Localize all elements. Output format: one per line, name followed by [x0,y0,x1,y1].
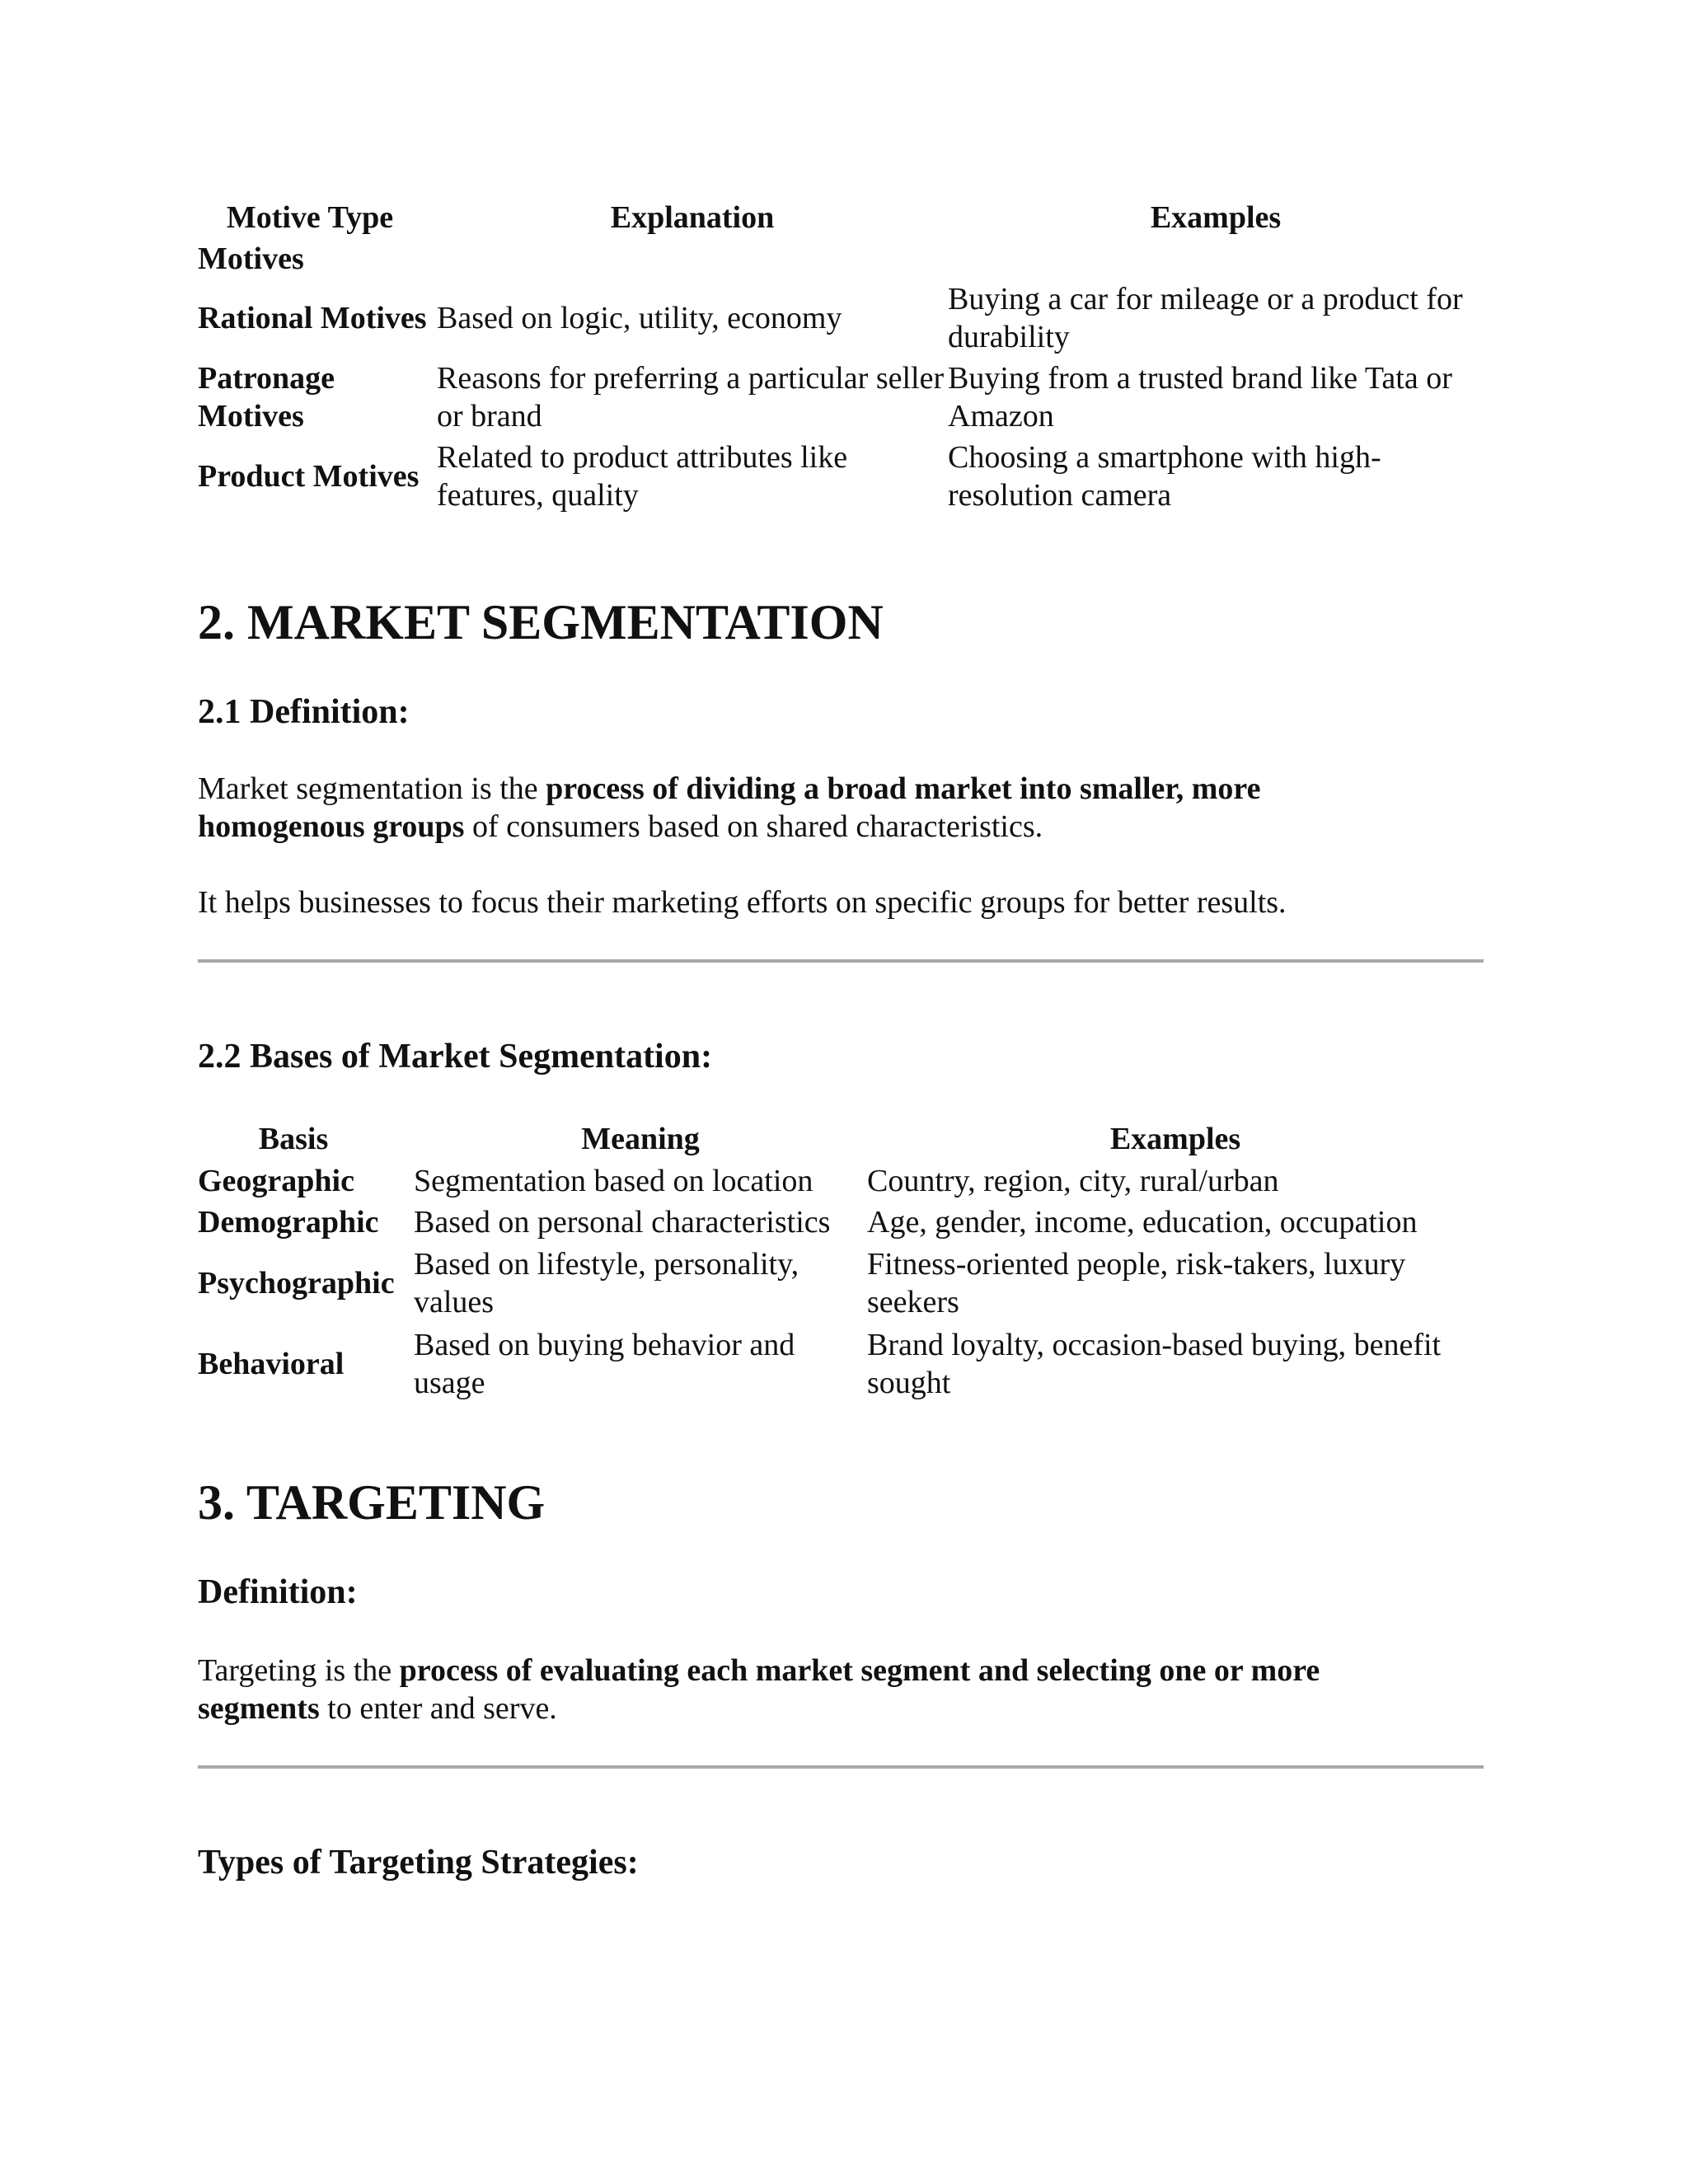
bases-table [198,1118,1484,1404]
header-examples: Examples [1150,200,1282,235]
examples-cell: Choosing a smartphone with high-resolution camera [948,440,1381,513]
meaning-cell: Based on personal characteristics [414,1205,831,1240]
table-row [198,437,1484,516]
section-2-title: 2. MARKET SEGMENTATION [198,595,884,649]
segmentation-purpose-paragraph: It helps businesses to focus their marketing efforts on specific groups for better results. [198,885,1287,920]
motives-section-row [198,239,1484,279]
bases-heading: 2.2 Bases of Market Segmentation: [198,1038,713,1076]
meaning-cell: Based on buying behavior and usage [414,1328,795,1400]
examples-cell: Buying from a trusted brand like Tata or Amazon [948,361,1452,434]
examples-cell: Fitness-oriented people, risk-takers, luxury seekers [867,1247,1406,1319]
para-text: of consumers based on shared characteristics. [464,809,1043,844]
motive-type-cell: Product Motives [198,459,420,494]
para-bold-text: process of dividing a broad market into smaller, more homogenous groups [198,771,1261,844]
basis-cell: Demographic [198,1205,379,1240]
motive-type-cell: Patronage Motives [198,361,335,434]
table-row [198,1324,1484,1404]
motives-table-header [198,196,1484,239]
examples-cell: Country, region, city, rural/urban [867,1164,1279,1198]
section-3-title: 3. TARGETING [198,1475,546,1530]
basis-cell: Behavioral [198,1347,345,1381]
header-motive-type: Motive Type [226,200,394,235]
targeting-definition-heading: Definition: [198,1573,358,1611]
motives-table [198,196,1484,516]
table-row [198,358,1484,437]
header-explanation: Explanation [610,200,775,235]
examples-cell: Brand loyalty, occasion-based buying, benefit sought [867,1328,1442,1400]
explanation-cell: Related to product attributes like features, quality [437,440,848,513]
para-text: to enter and serve. [319,1691,557,1726]
header-examples: Examples [1109,1122,1241,1156]
motive-type-cell: Rational Motives [198,301,427,335]
table-row [198,1202,1484,1243]
table-row [198,1160,1484,1202]
para-bold-text: process of evaluating each market segment and selecting one or more segments [198,1653,1320,1726]
targeting-strategies-heading: Types of Targeting Strategies: [198,1844,639,1882]
header-basis: Basis [258,1122,329,1156]
definition-heading: 2.1 Definition: [198,693,410,731]
examples-cell: Age, gender, income, education, occupation [867,1205,1418,1240]
examples-cell: Buying a car for mileage or a product for durability [948,282,1463,354]
para-text: Market segmentation is the [198,771,546,806]
basis-cell: Psychographic [198,1266,395,1301]
basis-cell: Geographic [198,1164,354,1198]
horizontal-divider [198,959,1484,963]
explanation-cell: Reasons for preferring a particular seller or brand [437,361,945,434]
table-row [198,279,1484,358]
segmentation-definition-paragraph [198,770,1368,846]
para-text: Targeting is the [198,1653,400,1688]
motives-section-label: Motives [198,241,304,276]
meaning-cell: Based on lifestyle, personality, values [414,1247,799,1319]
explanation-cell: Based on logic, utility, economy [437,301,842,335]
header-meaning: Meaning [581,1122,700,1156]
targeting-definition-paragraph [198,1652,1434,1727]
table-row [198,1243,1484,1324]
meaning-cell: Segmentation based on location [414,1164,814,1198]
bases-table-header [198,1118,1484,1160]
horizontal-divider [198,1765,1484,1769]
